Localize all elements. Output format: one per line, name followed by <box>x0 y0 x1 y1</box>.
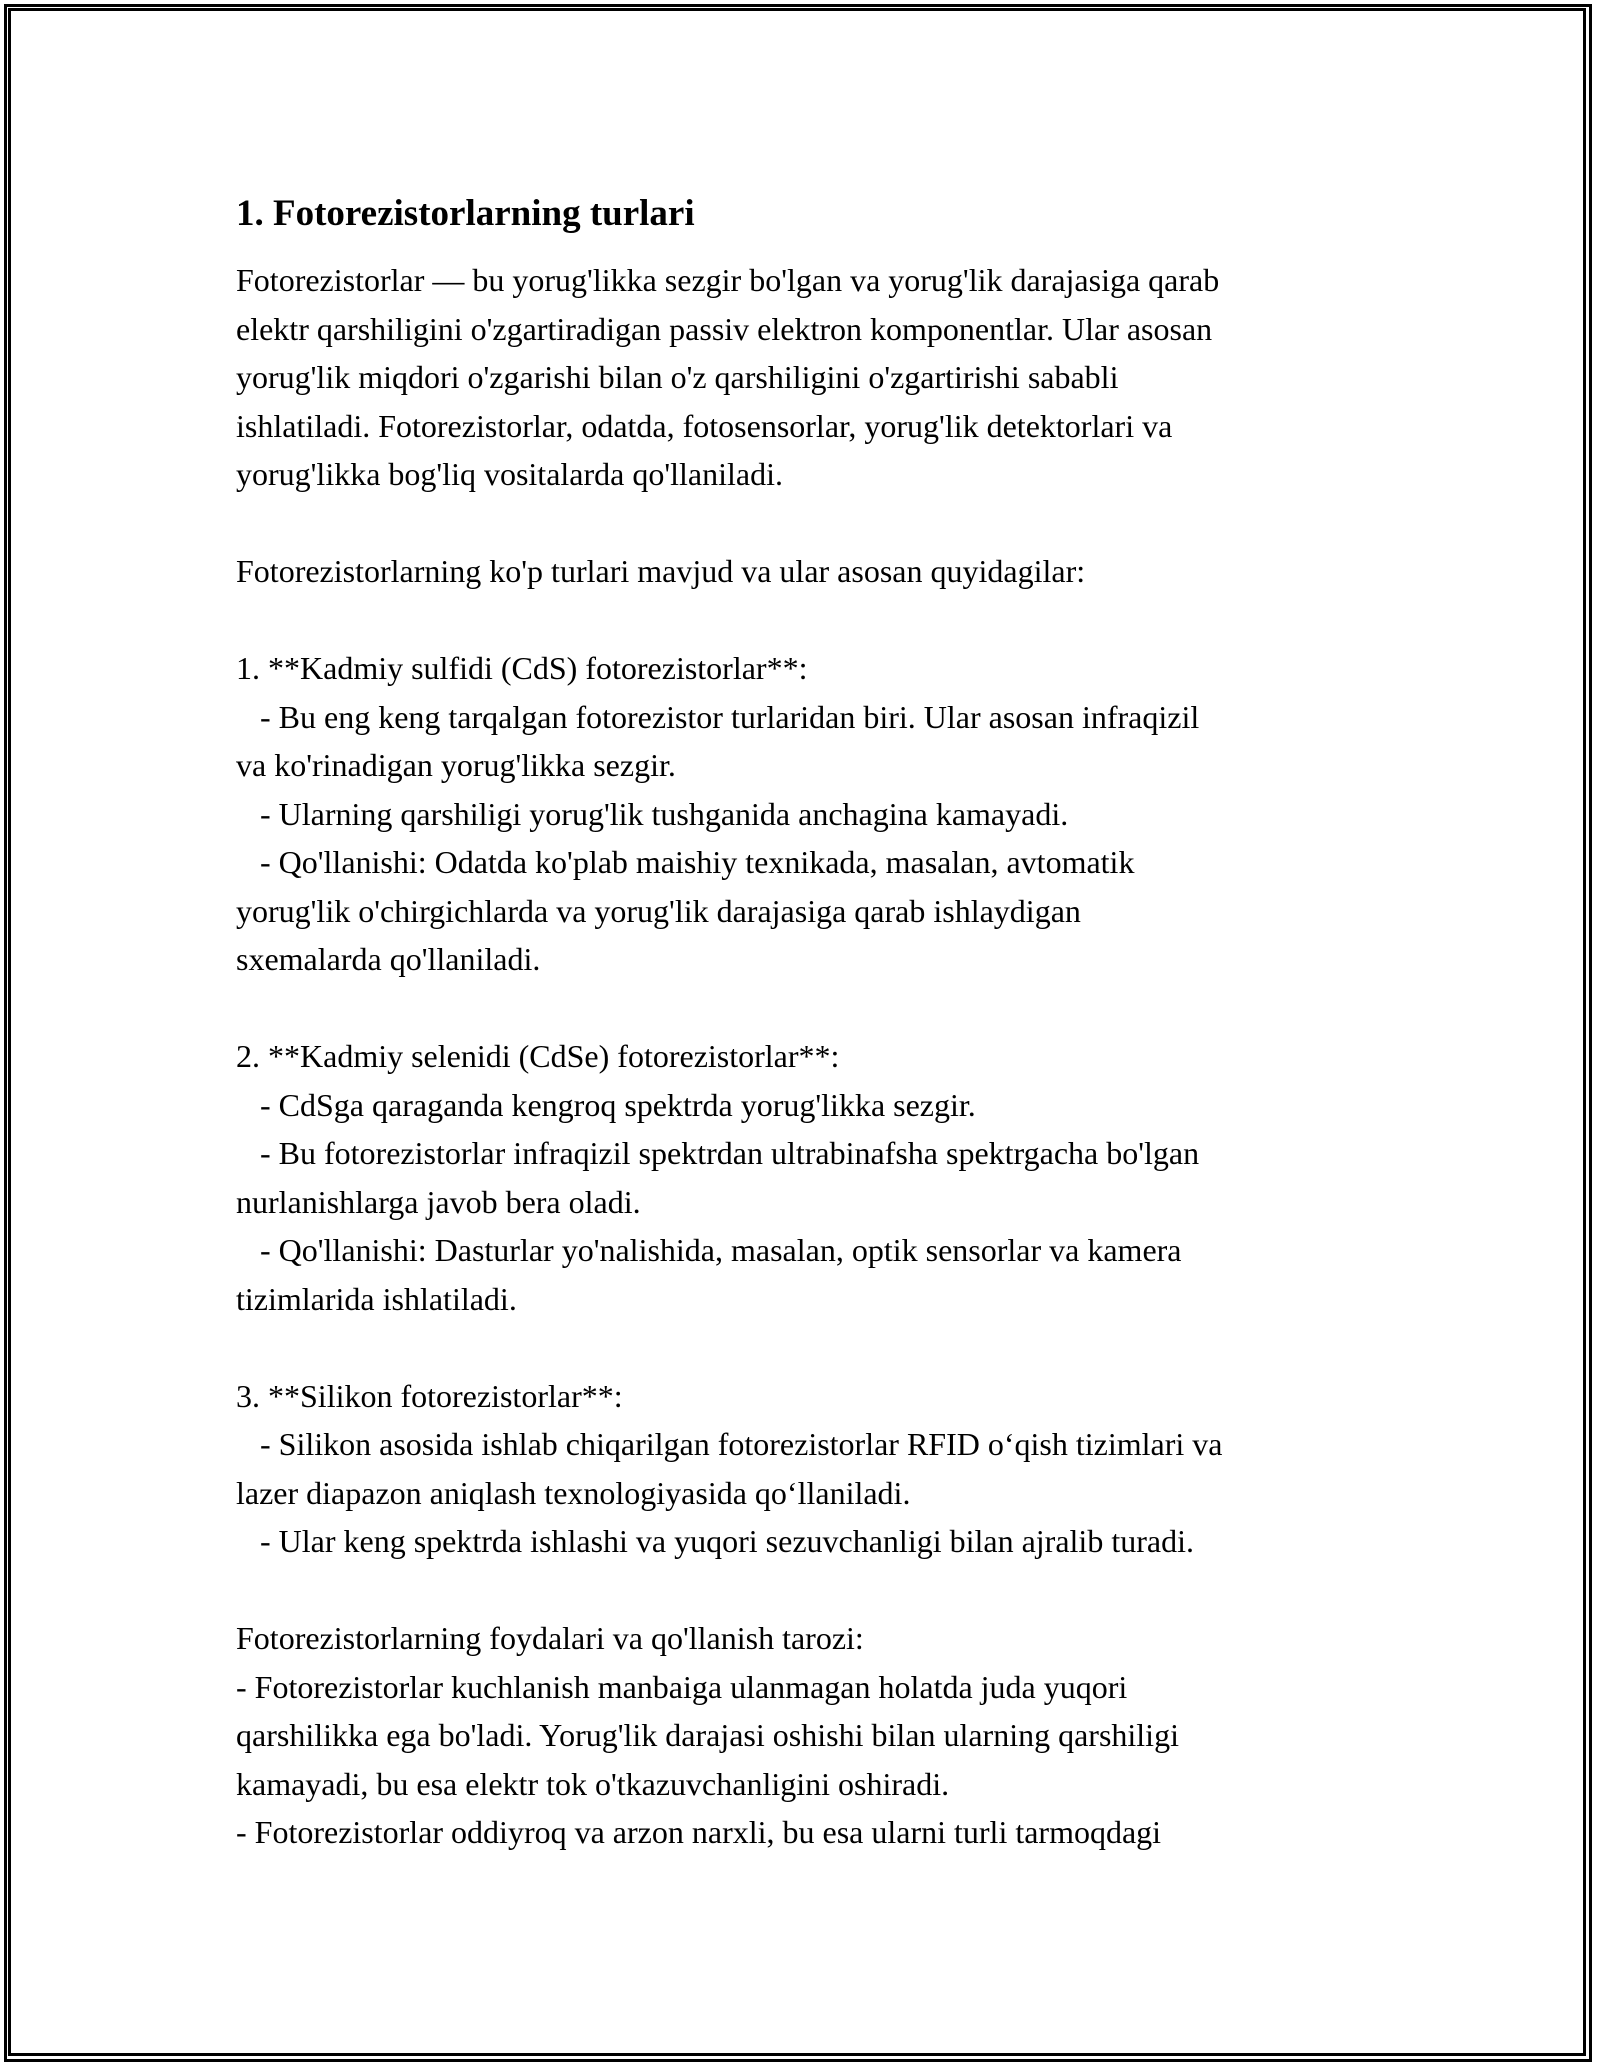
text-line: qarshilikka ega bo'ladi. Yorug'lik darajasi oshishi bilan ularning qarshiligi <box>236 1717 1179 1753</box>
document-page <box>236 186 1386 1857</box>
blank-line <box>236 984 1386 1033</box>
document-body <box>236 256 1386 1857</box>
text-line: - Ularning qarshiligi yorug'lik tushganida anchagina kamayadi. <box>236 795 1069 832</box>
text-line: - Fotorezistorlar kuchlanish manbaiga ulanmagan holatda juda yuqori <box>236 1668 1128 1705</box>
text-line: nurlanishlarga javob bera oladi. <box>236 1183 641 1220</box>
blank-line <box>236 1323 1386 1372</box>
text-line: ishlatiladi. Fotorezistorlar, odatda, fotosensorlar, yorug'lik detektorlari va <box>236 407 1173 444</box>
text-line: - CdSga qaraganda kengroq spektrda yorug'likka sezgir. <box>236 1086 976 1123</box>
text-line: - Bu fotorezistorlar infraqizil spektrdan ultrabinafsha spektrgacha bo'lgan <box>236 1135 1200 1171</box>
text-line: yorug'lik o'chirgichlarda va yorug'lik darajasiga qarab ishlaydigan <box>236 892 1081 929</box>
list-item-heading: 1. **Kadmiy sulfidi (CdS) fotorezistorlar**: <box>236 650 808 686</box>
text-line: va ko'rinadigan yorug'likka sezgir. <box>236 747 676 783</box>
list-item-heading: 3. **Silikon fotorezistorlar**: <box>236 1377 623 1414</box>
text-line: sxemalarda qo'llaniladi. <box>236 941 541 977</box>
text-line: tizimlarida ishlatiladi. <box>236 1280 517 1317</box>
text-line: lazer diapazon aniqlash texnologiyasida qo‘llaniladi. <box>236 1474 911 1511</box>
text-line: - Silikon asosida ishlab chiqarilgan fotorezistorlar RFID o‘qish tizimlari va <box>236 1426 1223 1462</box>
text-line: kamayadi, bu esa elektr tok o'tkazuvchanligini oshiradi. <box>236 1765 950 1802</box>
text-line: yorug'lik miqdori o'zgarishi bilan o'z qarshiligini o'zgartirishi sababli <box>236 359 1119 395</box>
text-line: - Fotorezistorlar oddiyroq va arzon narxli, bu esa ularni turli tarmoqdagi <box>236 1814 1162 1850</box>
text-line: - Bu eng keng tarqalgan fotorezistor turlaridan biri. Ular asosan infraqizil <box>236 698 1200 735</box>
blank-line <box>236 596 1386 645</box>
text-line: elektr qarshiligini o'zgartiradigan passiv elektron komponentlar. Ular asosan <box>236 310 1213 347</box>
text-line: Fotorezistorlar — bu yorug'likka sezgir bo'lgan va yorug'lik darajasiga qarab <box>236 262 1220 298</box>
text-line: Fotorezistorlarning ko'p turlari mavjud va ular asosan quyidagilar: <box>236 553 1086 589</box>
text-line: Fotorezistorlarning foydalari va qo'llanish tarozi: <box>236 1620 864 1656</box>
text-line: - Qo'llanishi: Dasturlar yo'nalishida, masalan, optik sensorlar va kamera <box>236 1232 1182 1268</box>
blank-line <box>236 1566 1386 1615</box>
section-heading: 1. Fotorezistorlarning turlari <box>236 193 695 234</box>
text-line: - Ular keng spektrda ishlashi va yuqori sezuvchanligi bilan ajralib turadi. <box>236 1523 1194 1559</box>
blank-line <box>236 499 1386 548</box>
list-item-heading: 2. **Kadmiy selenidi (CdSe) fotorezistorlar**: <box>236 1038 840 1074</box>
text-line: - Qo'llanishi: Odatda ko'plab maishiy texnikada, masalan, avtomatik <box>236 844 1135 880</box>
text-line: yorug'likka bog'liq vositalarda qo'llaniladi. <box>236 456 783 492</box>
